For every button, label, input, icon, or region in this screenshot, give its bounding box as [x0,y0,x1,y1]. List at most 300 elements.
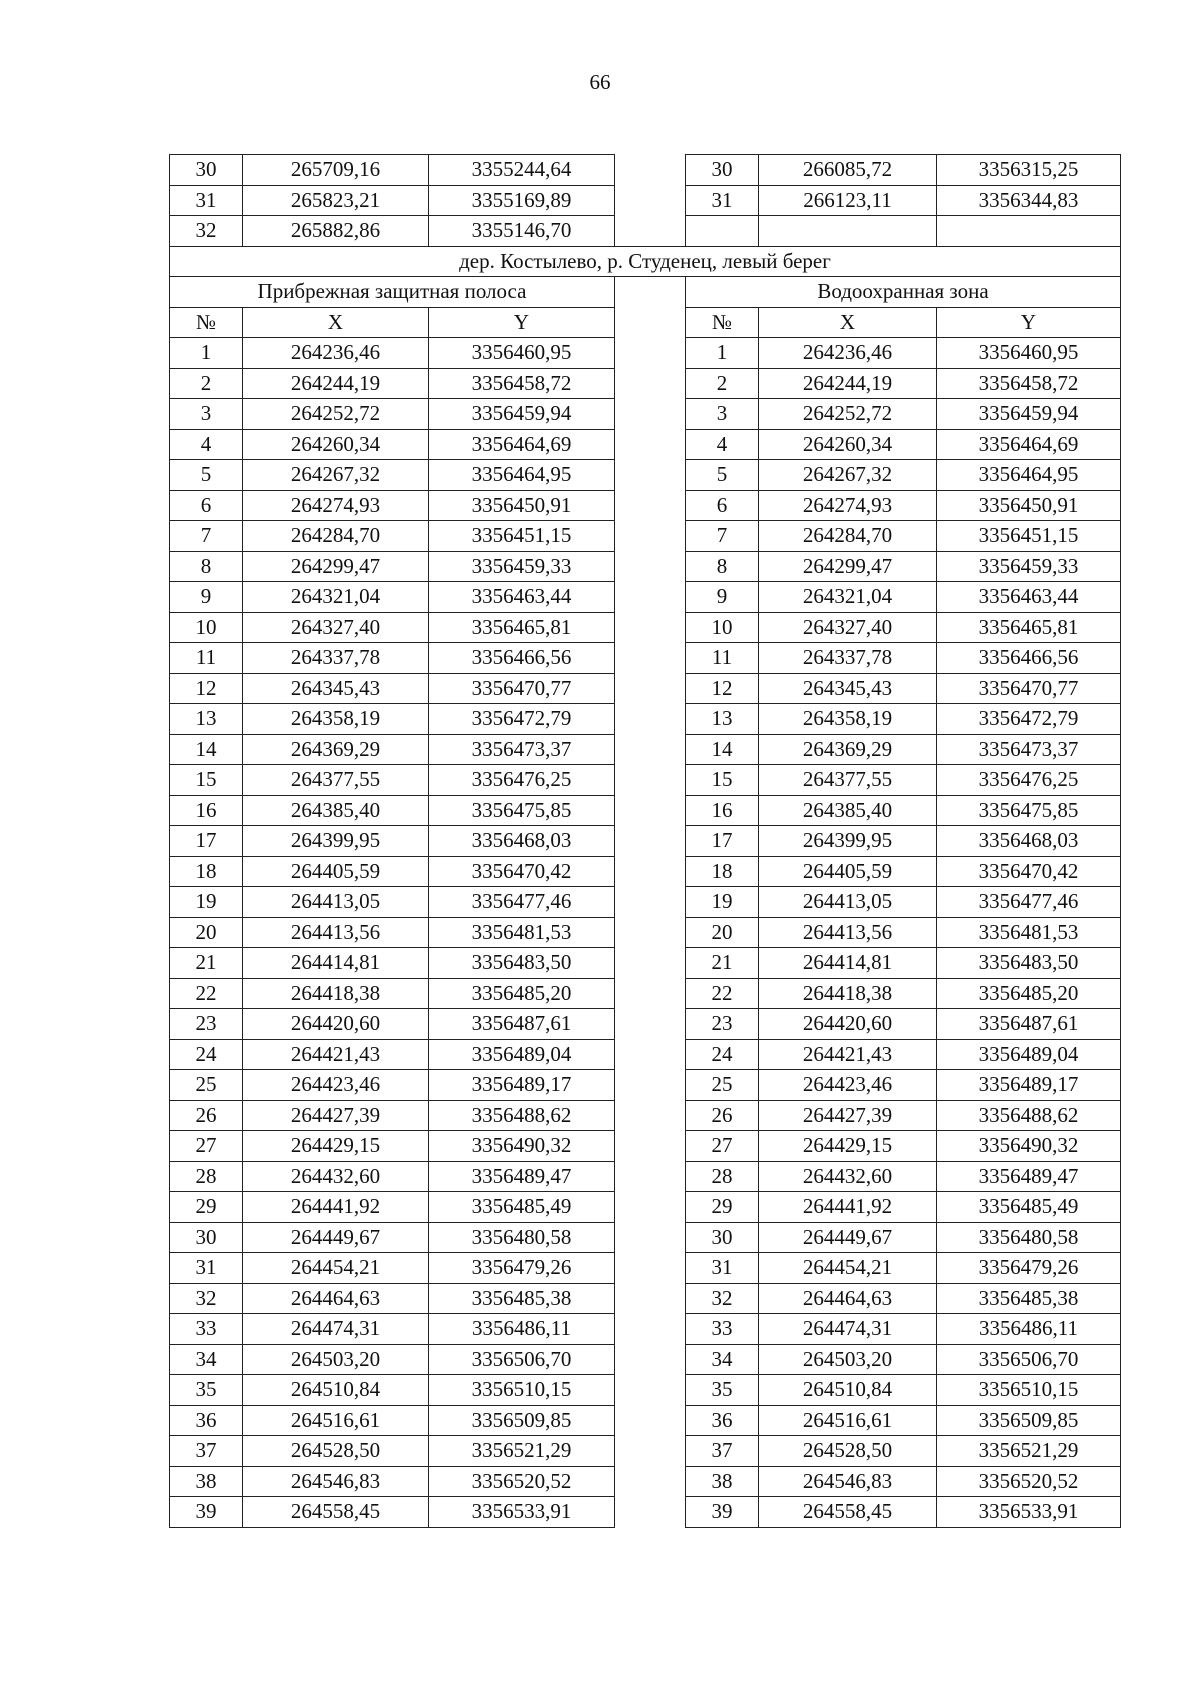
right-header-x: X [759,307,937,338]
left-x-coordinate: 264432,60 [243,1161,429,1192]
zone-heading-row [170,277,1121,308]
right-x-coordinate: 264399,95 [759,826,937,857]
right-x-coordinate: 264327,40 [759,612,937,643]
left-point-number: 26 [170,1100,243,1131]
left-y-coordinate: 3356489,47 [429,1161,615,1192]
table-row [170,795,1121,826]
table-row [170,1314,1121,1345]
right-y-coordinate: 3356485,49 [937,1192,1121,1223]
left-y-coordinate: 3355244,64 [429,155,615,186]
right-header-number: № [686,307,759,338]
left-y-coordinate: 3356485,20 [429,978,615,1009]
left-y-coordinate: 3356459,33 [429,551,615,582]
table-row [170,612,1121,643]
right-x-coordinate: 264528,50 [759,1436,937,1467]
left-point-number: 31 [170,1253,243,1284]
column-header-row [170,307,1121,338]
right-y-coordinate: 3356509,85 [937,1405,1121,1436]
column-gap [615,277,686,308]
right-point-number: 16 [686,795,759,826]
coordinates-table-body [170,155,1121,1528]
right-point-number: 37 [686,1436,759,1467]
column-gap [615,1405,686,1436]
left-x-coordinate: 264244,19 [243,368,429,399]
right-x-coordinate: 264464,63 [759,1283,937,1314]
right-y-coordinate: 3356468,03 [937,826,1121,857]
left-x-coordinate: 264516,61 [243,1405,429,1436]
column-gap [615,1161,686,1192]
table-row [170,826,1121,857]
column-gap [615,490,686,521]
right-y-coordinate: 3356510,15 [937,1375,1121,1406]
column-gap [615,734,686,765]
right-point-number: 32 [686,1283,759,1314]
right-x-coordinate [759,216,937,247]
table-row [170,673,1121,704]
table-row [170,582,1121,613]
column-gap [615,582,686,613]
table-row [170,1466,1121,1497]
column-gap [615,856,686,887]
left-y-coordinate: 3356466,56 [429,643,615,674]
left-x-coordinate: 264369,29 [243,734,429,765]
column-gap [615,1192,686,1223]
table-row [170,734,1121,765]
left-y-coordinate: 3356509,85 [429,1405,615,1436]
right-y-coordinate: 3356465,81 [937,612,1121,643]
column-gap [615,521,686,552]
left-y-coordinate: 3355146,70 [429,216,615,247]
right-point-number: 21 [686,948,759,979]
left-y-coordinate: 3356475,85 [429,795,615,826]
column-gap [615,185,686,216]
right-y-coordinate: 3356533,91 [937,1497,1121,1528]
right-y-coordinate: 3356490,32 [937,1131,1121,1162]
column-gap [615,612,686,643]
right-x-coordinate: 264510,84 [759,1375,937,1406]
right-point-number: 15 [686,765,759,796]
column-gap [615,551,686,582]
column-gap [615,643,686,674]
left-point-number: 35 [170,1375,243,1406]
right-point-number: 28 [686,1161,759,1192]
left-x-coordinate: 264236,46 [243,338,429,369]
table-row [170,1405,1121,1436]
column-gap [615,1375,686,1406]
column-gap [615,1253,686,1284]
left-y-coordinate: 3356477,46 [429,887,615,918]
right-y-coordinate: 3356344,83 [937,185,1121,216]
section-title-row [170,246,1121,277]
left-point-number: 16 [170,795,243,826]
left-point-number: 14 [170,734,243,765]
left-y-coordinate: 3356459,94 [429,399,615,430]
left-y-coordinate: 3356488,62 [429,1100,615,1131]
left-y-coordinate: 3356510,15 [429,1375,615,1406]
right-x-coordinate: 264369,29 [759,734,937,765]
left-x-coordinate: 264405,59 [243,856,429,887]
right-y-coordinate: 3356489,04 [937,1039,1121,1070]
right-y-coordinate: 3356479,26 [937,1253,1121,1284]
table-row [170,490,1121,521]
right-y-coordinate: 3356459,94 [937,399,1121,430]
right-y-coordinate: 3356489,47 [937,1161,1121,1192]
table-row [170,1344,1121,1375]
right-point-number: 5 [686,460,759,491]
right-x-coordinate: 264260,34 [759,429,937,460]
column-gap [615,1314,686,1345]
table-row [170,155,1121,186]
left-point-number: 15 [170,765,243,796]
right-x-coordinate: 264503,20 [759,1344,937,1375]
left-x-coordinate: 264399,95 [243,826,429,857]
column-gap [615,155,686,186]
left-point-number: 23 [170,1009,243,1040]
right-point-number: 35 [686,1375,759,1406]
right-x-coordinate: 264418,38 [759,978,937,1009]
left-point-number: 5 [170,460,243,491]
left-point-number: 33 [170,1314,243,1345]
left-x-coordinate: 264510,84 [243,1375,429,1406]
left-y-coordinate: 3356533,91 [429,1497,615,1528]
right-x-coordinate: 264274,93 [759,490,937,521]
column-gap [615,368,686,399]
right-y-coordinate: 3356485,20 [937,978,1121,1009]
table-row [170,1283,1121,1314]
right-zone-heading: Водоохранная зона [686,277,1121,308]
table-row [170,704,1121,735]
table-row [170,1497,1121,1528]
left-y-coordinate: 3356450,91 [429,490,615,521]
left-x-coordinate: 264260,34 [243,429,429,460]
left-x-coordinate: 264429,15 [243,1131,429,1162]
table-row [170,1192,1121,1223]
left-y-coordinate: 3356470,77 [429,673,615,704]
left-x-coordinate: 264299,47 [243,551,429,582]
right-y-coordinate [937,216,1121,247]
column-gap [615,1222,686,1253]
right-x-coordinate: 264252,72 [759,399,937,430]
column-gap [615,673,686,704]
right-point-number: 27 [686,1131,759,1162]
left-x-coordinate: 265882,86 [243,216,429,247]
column-gap [615,399,686,430]
left-point-number: 3 [170,399,243,430]
table-row [170,368,1121,399]
left-point-number: 21 [170,948,243,979]
right-point-number: 23 [686,1009,759,1040]
right-y-coordinate: 3356481,53 [937,917,1121,948]
table-row [170,429,1121,460]
right-point-number: 26 [686,1100,759,1131]
left-point-number: 39 [170,1497,243,1528]
column-gap [615,1100,686,1131]
left-x-coordinate: 264413,05 [243,887,429,918]
section-title: дер. Костылево, р. Студенец, левый берег [170,246,1121,277]
right-y-coordinate: 3356472,79 [937,704,1121,735]
right-y-coordinate: 3356489,17 [937,1070,1121,1101]
right-point-number: 9 [686,582,759,613]
left-point-number: 29 [170,1192,243,1223]
right-header-y: Y [937,307,1121,338]
left-point-number: 25 [170,1070,243,1101]
left-x-coordinate: 264284,70 [243,521,429,552]
left-x-coordinate: 264503,20 [243,1344,429,1375]
left-y-coordinate: 3356465,81 [429,612,615,643]
left-y-coordinate: 3356451,15 [429,521,615,552]
right-x-coordinate: 264299,47 [759,551,937,582]
right-y-coordinate: 3356460,95 [937,338,1121,369]
column-gap [615,307,686,338]
left-point-number: 7 [170,521,243,552]
left-x-coordinate: 265709,16 [243,155,429,186]
right-x-coordinate: 264423,46 [759,1070,937,1101]
column-gap [615,1131,686,1162]
right-x-coordinate: 266085,72 [759,155,937,186]
left-x-coordinate: 264418,38 [243,978,429,1009]
left-header-x: X [243,307,429,338]
right-x-coordinate: 264385,40 [759,795,937,826]
left-x-coordinate: 264327,40 [243,612,429,643]
left-x-coordinate: 264358,19 [243,704,429,735]
right-x-coordinate: 264558,45 [759,1497,937,1528]
right-y-coordinate: 3356463,44 [937,582,1121,613]
column-gap [615,1466,686,1497]
right-point-number: 10 [686,612,759,643]
right-x-coordinate: 266123,11 [759,185,937,216]
left-y-coordinate: 3356464,69 [429,429,615,460]
column-gap [615,1039,686,1070]
right-point-number: 17 [686,826,759,857]
table-row [170,1253,1121,1284]
right-point-number: 8 [686,551,759,582]
right-point-number: 7 [686,521,759,552]
left-y-coordinate: 3356521,29 [429,1436,615,1467]
left-x-coordinate: 264413,56 [243,917,429,948]
left-point-number: 10 [170,612,243,643]
table-row [170,185,1121,216]
left-x-coordinate: 264528,50 [243,1436,429,1467]
left-x-coordinate: 264558,45 [243,1497,429,1528]
right-x-coordinate: 264427,39 [759,1100,937,1131]
left-y-coordinate: 3356485,49 [429,1192,615,1223]
table-row [170,1436,1121,1467]
column-gap [615,1070,686,1101]
right-x-coordinate: 264377,55 [759,765,937,796]
left-x-coordinate: 264454,21 [243,1253,429,1284]
table-row [170,460,1121,491]
left-point-number: 22 [170,978,243,1009]
table-row [170,399,1121,430]
table-row [170,1161,1121,1192]
right-y-coordinate: 3356521,29 [937,1436,1121,1467]
left-y-coordinate: 3356470,42 [429,856,615,887]
left-x-coordinate: 264321,04 [243,582,429,613]
left-x-coordinate: 264421,43 [243,1039,429,1070]
left-y-coordinate: 3356472,79 [429,704,615,735]
right-x-coordinate: 264321,04 [759,582,937,613]
right-point-number [686,216,759,247]
right-y-coordinate: 3356470,77 [937,673,1121,704]
column-gap [615,948,686,979]
left-y-coordinate: 3355169,89 [429,185,615,216]
left-x-coordinate: 264267,32 [243,460,429,491]
table-row [170,765,1121,796]
left-y-coordinate: 3356490,32 [429,1131,615,1162]
right-y-coordinate: 3356480,58 [937,1222,1121,1253]
right-x-coordinate: 264413,56 [759,917,937,948]
right-point-number: 30 [686,155,759,186]
column-gap [615,1497,686,1528]
left-y-coordinate: 3356489,17 [429,1070,615,1101]
right-y-coordinate: 3356459,33 [937,551,1121,582]
left-y-coordinate: 3356483,50 [429,948,615,979]
left-y-coordinate: 3356520,52 [429,1466,615,1497]
right-x-coordinate: 264244,19 [759,368,937,399]
table-row [170,948,1121,979]
left-point-number: 6 [170,490,243,521]
column-gap [615,429,686,460]
right-x-coordinate: 264421,43 [759,1039,937,1070]
left-y-coordinate: 3356460,95 [429,338,615,369]
left-point-number: 32 [170,216,243,247]
right-y-coordinate: 3356483,50 [937,948,1121,979]
left-point-number: 20 [170,917,243,948]
right-x-coordinate: 264546,83 [759,1466,937,1497]
right-y-coordinate: 3356476,25 [937,765,1121,796]
left-point-number: 38 [170,1466,243,1497]
table-row [170,1100,1121,1131]
left-header-y: Y [429,307,615,338]
left-zone-heading: Прибрежная защитная полоса [170,277,615,308]
right-point-number: 4 [686,429,759,460]
right-point-number: 14 [686,734,759,765]
right-x-coordinate: 264449,67 [759,1222,937,1253]
left-x-coordinate: 264420,60 [243,1009,429,1040]
right-x-coordinate: 264441,92 [759,1192,937,1223]
left-x-coordinate: 264474,31 [243,1314,429,1345]
right-point-number: 36 [686,1405,759,1436]
column-gap [615,1436,686,1467]
left-point-number: 13 [170,704,243,735]
left-point-number: 4 [170,429,243,460]
table-row [170,978,1121,1009]
left-x-coordinate: 265823,21 [243,185,429,216]
left-point-number: 1 [170,338,243,369]
right-point-number: 25 [686,1070,759,1101]
left-point-number: 17 [170,826,243,857]
right-point-number: 31 [686,1253,759,1284]
right-point-number: 3 [686,399,759,430]
left-point-number: 11 [170,643,243,674]
right-point-number: 20 [686,917,759,948]
right-y-coordinate: 3356475,85 [937,795,1121,826]
right-x-coordinate: 264454,21 [759,1253,937,1284]
right-y-coordinate: 3356486,11 [937,1314,1121,1345]
left-point-number: 19 [170,887,243,918]
right-y-coordinate: 3356487,61 [937,1009,1121,1040]
right-x-coordinate: 264414,81 [759,948,937,979]
left-x-coordinate: 264274,93 [243,490,429,521]
left-y-coordinate: 3356487,61 [429,1009,615,1040]
left-point-number: 31 [170,185,243,216]
left-y-coordinate: 3356480,58 [429,1222,615,1253]
right-y-coordinate: 3356506,70 [937,1344,1121,1375]
left-x-coordinate: 264414,81 [243,948,429,979]
right-point-number: 39 [686,1497,759,1528]
table-row [170,1070,1121,1101]
table-row [170,856,1121,887]
right-y-coordinate: 3356473,37 [937,734,1121,765]
left-point-number: 18 [170,856,243,887]
right-point-number: 12 [686,673,759,704]
right-point-number: 29 [686,1192,759,1223]
column-gap [615,765,686,796]
column-gap [615,826,686,857]
left-x-coordinate: 264464,63 [243,1283,429,1314]
left-point-number: 28 [170,1161,243,1192]
left-y-coordinate: 3356464,95 [429,460,615,491]
left-x-coordinate: 264449,67 [243,1222,429,1253]
right-x-coordinate: 264516,61 [759,1405,937,1436]
left-point-number: 24 [170,1039,243,1070]
table-row [170,887,1121,918]
right-point-number: 11 [686,643,759,674]
right-x-coordinate: 264345,43 [759,673,937,704]
left-point-number: 32 [170,1283,243,1314]
right-y-coordinate: 3356470,42 [937,856,1121,887]
right-x-coordinate: 264420,60 [759,1009,937,1040]
right-x-coordinate: 264358,19 [759,704,937,735]
left-y-coordinate: 3356476,25 [429,765,615,796]
left-x-coordinate: 264377,55 [243,765,429,796]
left-point-number: 34 [170,1344,243,1375]
left-point-number: 12 [170,673,243,704]
left-x-coordinate: 264423,46 [243,1070,429,1101]
right-point-number: 18 [686,856,759,887]
right-x-coordinate: 264474,31 [759,1314,937,1345]
column-gap [615,216,686,247]
left-x-coordinate: 264252,72 [243,399,429,430]
column-gap [615,704,686,735]
left-y-coordinate: 3356481,53 [429,917,615,948]
left-x-coordinate: 264546,83 [243,1466,429,1497]
right-x-coordinate: 264432,60 [759,1161,937,1192]
right-point-number: 19 [686,887,759,918]
right-x-coordinate: 264429,15 [759,1131,937,1162]
right-point-number: 30 [686,1222,759,1253]
right-y-coordinate: 3356315,25 [937,155,1121,186]
column-gap [615,1283,686,1314]
page-number: 66 [589,70,611,94]
table-row [170,1131,1121,1162]
right-y-coordinate: 3356520,52 [937,1466,1121,1497]
table-row [170,1009,1121,1040]
left-point-number: 30 [170,1222,243,1253]
left-y-coordinate: 3356506,70 [429,1344,615,1375]
left-point-number: 37 [170,1436,243,1467]
right-point-number: 22 [686,978,759,1009]
left-y-coordinate: 3356463,44 [429,582,615,613]
right-x-coordinate: 264267,32 [759,460,937,491]
right-point-number: 31 [686,185,759,216]
left-x-coordinate: 264385,40 [243,795,429,826]
column-gap [615,978,686,1009]
left-y-coordinate: 3356486,11 [429,1314,615,1345]
left-y-coordinate: 3356468,03 [429,826,615,857]
column-gap [615,917,686,948]
left-point-number: 9 [170,582,243,613]
